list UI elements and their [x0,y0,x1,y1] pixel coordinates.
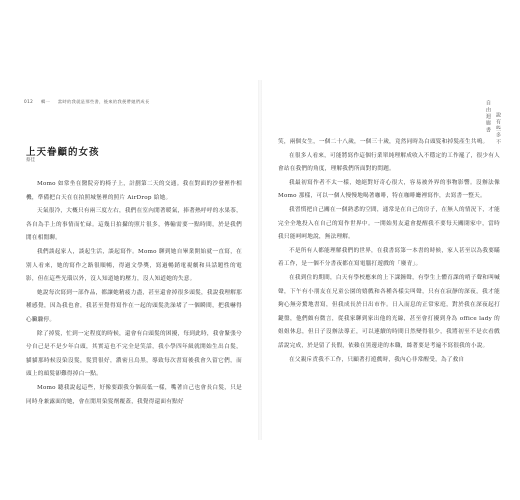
side-note-line: 自由迴廊書 [485,100,491,134]
right-body-text [278,136,500,367]
running-title: 當時的我就是那些書，後來的我便帶她們成長 [57,99,150,104]
paragraph: 我們談起家人，談起生活，談起寫作。Momo 聊到她自畢業開始就一直寫，在別人看來，她的寫作之路很順暢，得過文學獎，寫過暢銷電視劇和具話題性的電影，但在這些光環以外，沒人知道她的壓力，沒人知道她的失意。 [26,248,242,283]
paragraph: 笑，兩個女生，一個二十八歲，一個三十歲，竟然同時為白頭髮和掉髮產生共鳴。 [278,139,489,145]
paragraph: 在我到住的期間，白天有學校應來的上下課鐘聲，有學生上體育課的哨子聲和叫喊聲，下午有小朋友在兄童公園的嬉戲和各種各樣尖叫聲，只有在寂靜的深夜，我才能夠心無旁騖地書寫，但我成長於日出市作。日入而息的正常家庭，對於我在深夜起打鍵盤，他們頗有微言，從我家聊到家出他的光線，甚至會打擾到身為 office lady 的姐姐休息，但日子沒辦法導正，可以連續的時間日然變得很少，我將初至不是衣看戲話說完成，於是留了長假，依賴在黑邊達的本職，絲著要是考遍不寫很我的小說。 [278,274,500,349]
paragraph: 我習慣把自己關在一個熟悉的空間，通常是在自己的房子，在無人的情況下，才能完全全地投入在自己的寫作世界中。一開始男友還會提醒我不要每天關閉家中，當時我只能呵呵地說，無法理解。 [278,206,500,241]
right-page [262,0,520,500]
page-number: 012 [24,99,34,104]
paragraph: Momo 聽我說起這些，好像要跟我分個高低一樣，嘴著自己也會長白髮，只是同時身兼露面的她，會在閒用染髮劑覆蓋，我覺得還面有點好 [26,384,242,405]
chapter-title: 上天眷顧的女孩 [26,147,100,158]
paragraph: 不是所有人都能理解我們的世界，在我書寫第一本書的時候，家人甚至以為我要瞞着工作，是一個不分書夜都在寫電腦打遊戲的「廢青」。 [278,247,500,268]
paragraph: 她說每次寫到一部作品，都讓她精疲力盡，甚至還會掉很多頭髮，我說我理解那種感覺，因為我也會，我甚至覺得寫作在一起的頭髮洗澡堵了一個瞬間，把我嚇得心臟驟停。 [26,289,242,323]
paragraph: 在很多人看來，可能將寫作這個行業單純理解成收入不穩定的工作罷了，很少有人會站在我們的角度，理解我們所面對的問題。 [278,152,500,173]
paragraph: Momo 如常坐在醫院旁的椅子上，計劃第二天的交通。我在對面的沙發裡作相機，準備把白天在在拍照城堡裡的照片 AirDrop 給她。 [26,181,242,201]
paragraph: 天氣很冷，大概只有兩三度左右，我們在室內閒著暖氣，捧著熱呼呼的水果茶，各自為手上的事情而忙碌。這幾日拍攝的照片很多，傳輸需要一點時間，於是我們閒在相閒聊。 [26,208,242,242]
paragraph: 在父親斥責我不工作，只顧著打遊戲時，我內心非常醒受，為了救自 [289,356,465,363]
left-body-text [26,178,242,409]
paragraph: 我最初寫作者不太一樣，她絕對好奇心很大，容易被外界的事物影響。沒辦法像 Momo 那樣，可以一個人慢慢地喝著咖啡，特在咖啡廳裡寫作，去寫書一整天。 [278,179,500,200]
author-byline: 蔡佳 [26,158,35,163]
side-note-line: 說有些多不 [495,112,501,146]
paragraph: 除了掉髮，忙到一定程度的時候，還會有白頭髮的困擾，每到此時，我會緊張兮兮自己是不是少年白頭，其實這也不完全是笑話，我小學四年級就開始生出白髮，貓貓那時候沒染沒髮，髮質很好，濃密且烏黑，導致每次書寫後我會久留它們，而頭上的頭髮卻難得掉白一點。 [26,330,242,378]
running-header [24,99,156,105]
section-label: 輯一 [40,99,51,104]
left-page [0,0,258,500]
